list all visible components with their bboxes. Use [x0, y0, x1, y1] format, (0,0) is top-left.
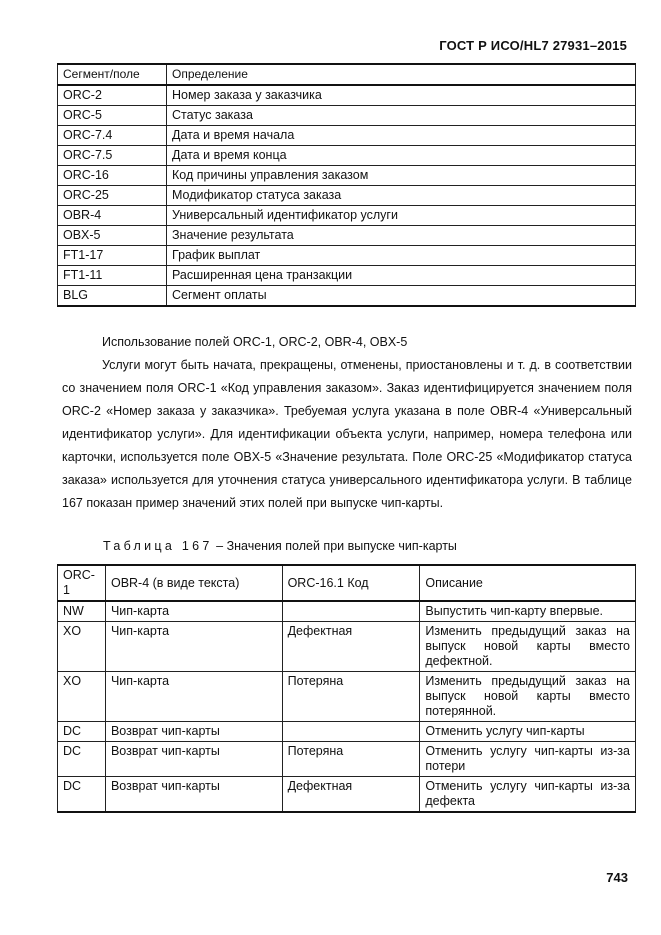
obr4-cell: Чип-карта	[105, 622, 282, 672]
column-header-segment: Сегмент/поле	[58, 64, 167, 85]
description-cell: Изменить предыдущий заказ на выпуск новой карты вместо потерянной.	[420, 672, 636, 722]
segment-cell: ORC-7.4	[58, 126, 167, 146]
definition-cell: Статус заказа	[167, 106, 636, 126]
table-row	[58, 206, 636, 226]
orc1-cell: DC	[58, 722, 106, 742]
column-header-description: Описание	[420, 565, 636, 601]
obr4-cell: Возврат чип-карты	[105, 722, 282, 742]
table-row	[58, 166, 636, 186]
table-row	[58, 672, 636, 722]
description-cell: Отменить услугу чип-карты из-за дефекта	[420, 777, 636, 813]
definition-cell: Модификатор статуса заказа	[167, 186, 636, 206]
description-cell: Отменить услугу чип-карты	[420, 722, 636, 742]
table-row	[58, 622, 636, 672]
chip-card-values-table	[57, 564, 636, 813]
definition-cell: Номер заказа у заказчика	[167, 85, 636, 106]
obr4-cell: Чип-карта	[105, 601, 282, 622]
table-row	[58, 722, 636, 742]
definition-cell: График выплат	[167, 246, 636, 266]
definition-cell: Код причины управления заказом	[167, 166, 636, 186]
obr4-cell: Возврат чип-карты	[105, 742, 282, 777]
segment-cell: ORC-25	[58, 186, 167, 206]
orc16-cell: Потеряна	[282, 672, 420, 722]
section-heading: Использование полей ORC-1, ORC-2, OBR-4, OBX-5	[102, 335, 408, 349]
definition-cell: Сегмент оплаты	[167, 286, 636, 307]
table-row	[58, 85, 636, 106]
segment-cell: OBX-5	[58, 226, 167, 246]
column-header-orc1: ORC-1	[58, 565, 106, 601]
table-row	[58, 742, 636, 777]
segment-cell: ORC-16	[58, 166, 167, 186]
table-row	[58, 246, 636, 266]
description-cell: Изменить предыдущий заказ на выпуск новой карты вместо дефектной.	[420, 622, 636, 672]
orc16-cell: Дефектная	[282, 622, 420, 672]
table-row	[58, 777, 636, 813]
orc1-cell: DC	[58, 742, 106, 777]
table-caption-label: Таблица 167	[103, 539, 213, 553]
orc1-cell: NW	[58, 601, 106, 622]
segment-cell: FT1-17	[58, 246, 167, 266]
table-row	[58, 286, 636, 307]
segment-cell: FT1-11	[58, 266, 167, 286]
obr4-cell: Чип-карта	[105, 672, 282, 722]
table-row	[58, 106, 636, 126]
column-header-definition: Определение	[167, 64, 636, 85]
document-standard-header: ГОСТ Р ИСО/HL7 27931–2015	[439, 38, 627, 53]
description-cell: Отменить услугу чип-карты из-за потери	[420, 742, 636, 777]
segment-cell: ORC-5	[58, 106, 167, 126]
definition-cell: Расширенная цена транзакции	[167, 266, 636, 286]
segment-cell: OBR-4	[58, 206, 167, 226]
page-number: 743	[606, 870, 628, 885]
definition-cell: Дата и время начала	[167, 126, 636, 146]
definition-cell: Дата и время конца	[167, 146, 636, 166]
segment-cell: ORC-7.5	[58, 146, 167, 166]
table-row	[58, 226, 636, 246]
table-row	[58, 266, 636, 286]
table-row	[58, 126, 636, 146]
orc1-cell: XO	[58, 672, 106, 722]
orc1-cell: DC	[58, 777, 106, 813]
column-header-orc16: ORC-16.1 Код	[282, 565, 420, 601]
definition-cell: Значение результата	[167, 226, 636, 246]
definition-cell: Универсальный идентификатор услуги	[167, 206, 636, 226]
table-caption-title: Значения полей при выпуске чип-карты	[226, 539, 457, 553]
table-caption-dash: –	[216, 539, 224, 553]
description-cell: Выпустить чип-карту впервые.	[420, 601, 636, 622]
segment-field-table	[57, 63, 636, 307]
orc1-cell: XO	[58, 622, 106, 672]
table-header-row	[58, 565, 636, 601]
orc16-cell: Потеряна	[282, 742, 420, 777]
table-row	[58, 146, 636, 166]
segment-cell: BLG	[58, 286, 167, 307]
table-header-row	[58, 64, 636, 85]
table-row	[58, 186, 636, 206]
obr4-cell: Возврат чип-карты	[105, 777, 282, 813]
segment-cell: ORC-2	[58, 85, 167, 106]
table-caption	[103, 539, 457, 553]
orc16-cell	[282, 722, 420, 742]
column-header-obr4: OBR-4 (в виде текста)	[105, 565, 282, 601]
body-paragraph: Услуги могут быть начата, прекращены, отменены, приостановлены и т. д. в соответствии со значением поля ORC-1 «Код управления заказом». Заказ идентифицируется значением поля ORC-2 «Номер заказа у заказчика». Требуемая услуга указана в поле OBR-4 «Универсальный идентификатор услуги». Для идентификации объекта услуги, например, номера телефона или карточки, используется поле OBX-5 «Значение результата. Поле ORC-25 «Модификатор статуса заказа» используется для уточнения статуса универсального идентификатора услуги. В таблице 167 показан пример значений этих полей при выпуске чип-карты.	[62, 358, 632, 510]
orc16-cell: Дефектная	[282, 777, 420, 813]
orc16-cell	[282, 601, 420, 622]
table-row	[58, 601, 636, 622]
